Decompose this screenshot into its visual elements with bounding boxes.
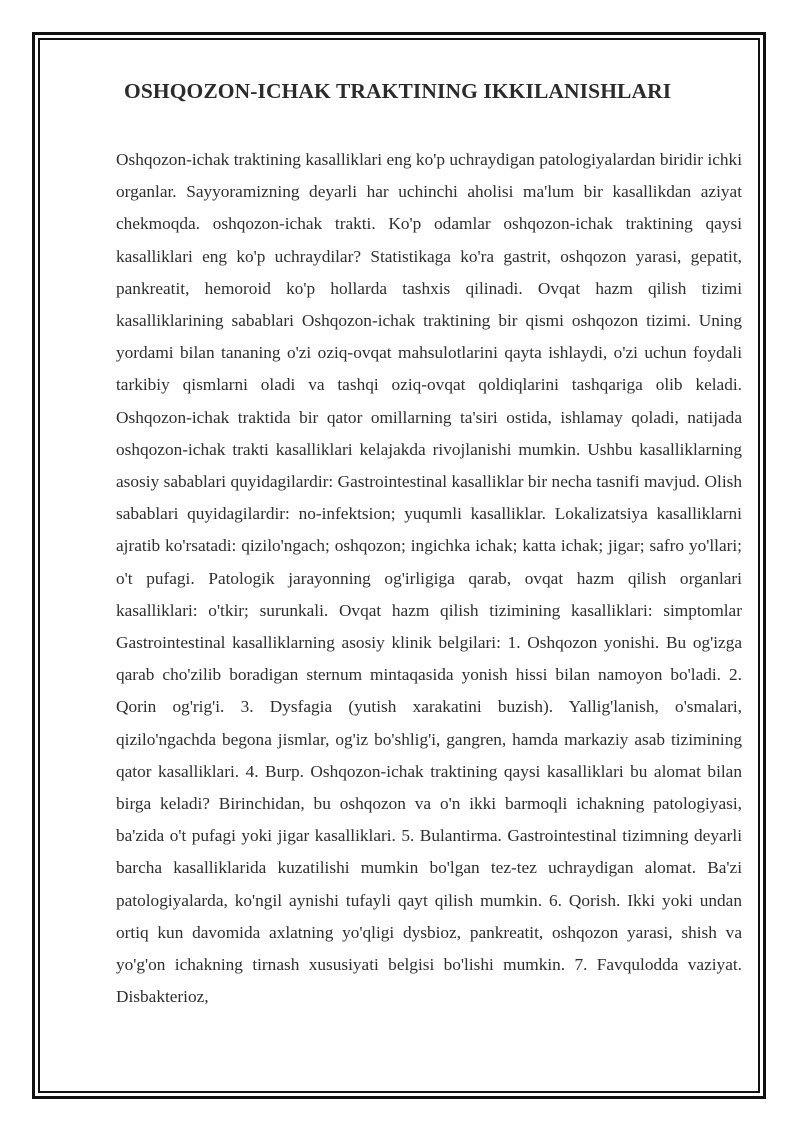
document-body-paragraph: Oshqozon-ichak traktining kasalliklari eng ko'p uchraydigan patologiyalardan biridir ichki organlar. Sayyoramizning deyarli har uchinchi aholisi ma'lum bir kasallikdan aziyat chekmoqda. oshqozon-ichak trakti. Ko'p odamlar oshqozon-ichak traktining qaysi kasalliklari eng ko'p uchraydilar? Statistikaga ko'ra gastrit, oshqozon yarasi, gepatit, pankreatit, hemoroid ko'p hollarda tashxis qilinadi. Ovqat hazm qilish tizimi kasalliklarining sabablari Oshqozon-ichak traktining bir qismi oshqozon tizimi. Uning yordami bilan tananing o'zi oziq-ovqat mahsulotlarini qayta ishlaydi, o'zi uchun foydali tarkibiy qismlarni oladi va tashqi oziq-ovqat qoldiqlarini tashqariga olib keladi. Oshqozon-ichak traktida bir qator omillarning ta'siri ostida, ishlamay qoladi, natijada oshqozon-ichak trakti kasalliklari kelajakda rivojlanishi mumkin. Ushbu kasalliklarning asosiy sabablari quyidagilardir: Gastrointestinal kasalliklar bir necha tasnifi mavjud. Olish sabablari quyidagilardir: no-infektsion; yuqumli kasalliklar. Lokalizatsiya kasalliklarni ajratib ko'rsatadi: qizilo'ngach; oshqozon; ingichka ichak; katta ichak; jigar; safro yo'llari; o't pufagi. Patologik jarayonning og'irligiga qarab, ovqat hazm qilish organlari kasalliklari: o'tkir; surunkali. Ovqat hazm qilish tizimining kasalliklari: simptomlar Gastrointestinal kasalliklarning asosiy klinik belgilari: 1. Oshqozon yonishi. Bu og'izga qarab cho'zilib boradigan sternum mintaqasida yonish hissi bilan namoyon bo'ladi. 2. Qorin og'rig'i. 3. Dysfagia (yutish xarakatini buzish). Yallig'lanish, o'smalari, qizilo'ngachda begona jismlar, og'iz bo'shlig'i, gangren, hamda markaziy asab tizimining qator kasalliklari. 4. Burp. Oshqozon-ichak traktining qaysi kasalliklari bu alomat bilan birga keladi? Birinchidan, bu oshqozon va o'n ikki barmoqli ichakning patologiyasi, ba'zida o't pufagi yoki jigar kasalliklari. 5. Bulantirma. Gastrointestinal tizimning deyarli barcha kasalliklarida kuzatilishi mumkin bo'lgan tez-tez uchraydigan alomat. Ba'zi patologiyalarda, ko'ngil aynishi tufayli qayt qilish mumkin. 6. Qorish. Ikki yoki undan ortiq kun davomida axlatning yo'qligi dysbioz, pankreatit, oshqozon yarasi, shish va yo'g'on ichakning tirnash xususiyati belgisi bo'lishi mumkin. 7. Favqulodda vaziyat. Disbakterioz, — [116, 150, 742, 1007]
document-title: OSHQOZON-ICHAK TRAKTINING IKKILANISHLARI — [124, 79, 672, 103]
document-content — [116, 76, 742, 1013]
